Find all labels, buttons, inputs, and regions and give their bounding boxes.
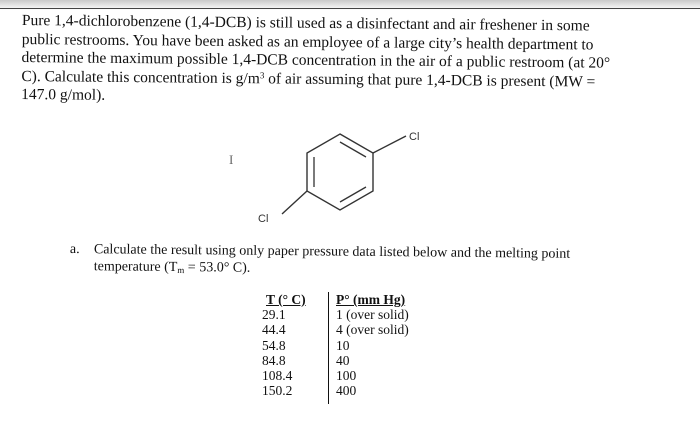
table-column-divider (328, 292, 329, 404)
temperature-cell: 29.1 (262, 307, 286, 323)
part-a-line-1: Calculate the result using only paper pressure data listed below and the melting point (93, 242, 571, 262)
temperature-header: T (° C) (266, 292, 306, 307)
part-a-line-2-suffix: = 53.0° C). (184, 260, 251, 276)
melting-subscript: m (177, 265, 185, 276)
chlorine-label-top: Cl (409, 131, 420, 143)
benzene-ring (307, 134, 373, 210)
pressure-column (336, 292, 446, 398)
pressure-header: P° (mm Hg) (336, 292, 406, 307)
pressure-cell: 40 (336, 352, 350, 368)
problem-line-2: public restrooms. You have been asked as an employee of a large city’s health department to (21, 30, 594, 54)
part-a-letter: a. (69, 241, 80, 258)
text-cursor-icon: I (229, 152, 234, 167)
temperature-cell: 108.4 (262, 368, 293, 384)
part-a (69, 241, 630, 276)
top-rule (0, 8, 700, 9)
problem-statement (21, 12, 682, 111)
bond-to-top-cl (373, 136, 406, 153)
pressure-cell: 1 (over solid) (336, 307, 409, 323)
temperature-cell: 44.4 (262, 322, 286, 338)
temperature-cell: 150.2 (262, 383, 293, 399)
ring-double-bond-2 (340, 187, 366, 202)
problem-line-5: 147.0 g/mol). (21, 86, 106, 105)
part-a-text (94, 241, 571, 280)
pressure-cell: 10 (336, 337, 350, 353)
part-a-line-2-prefix: temperature (T (93, 259, 178, 276)
temperature-column (262, 292, 322, 398)
temperature-cell: 84.8 (262, 352, 286, 368)
problem-line-4-rest: of air assuming that pure 1,4-DCB is present (MW = (264, 70, 596, 91)
dichlorobenzene-structure (258, 118, 430, 228)
problem-line-3: determine the maximum possible 1,4-DCB concentration in the air of a public restroom (at 20° (21, 49, 611, 72)
problem-line-4-text: C). Calculate this concentration is g/m (21, 67, 260, 88)
chlorine-label-bottom: Cl (258, 213, 269, 225)
problem-line-1: Pure 1,4-dichlorobenzene (1,4-DCB) is still used as a disinfectant and air freshener in some (21, 12, 590, 35)
pressure-cell: 100 (336, 368, 357, 384)
cubic-superscript: 3 (259, 70, 265, 81)
pressure-cell: 4 (over solid) (336, 322, 409, 338)
temperature-cell: 54.8 (262, 337, 286, 353)
pressure-cell: 400 (336, 383, 357, 399)
bond-to-bottom-cl (282, 191, 307, 214)
ring-double-bond-1 (340, 142, 366, 157)
